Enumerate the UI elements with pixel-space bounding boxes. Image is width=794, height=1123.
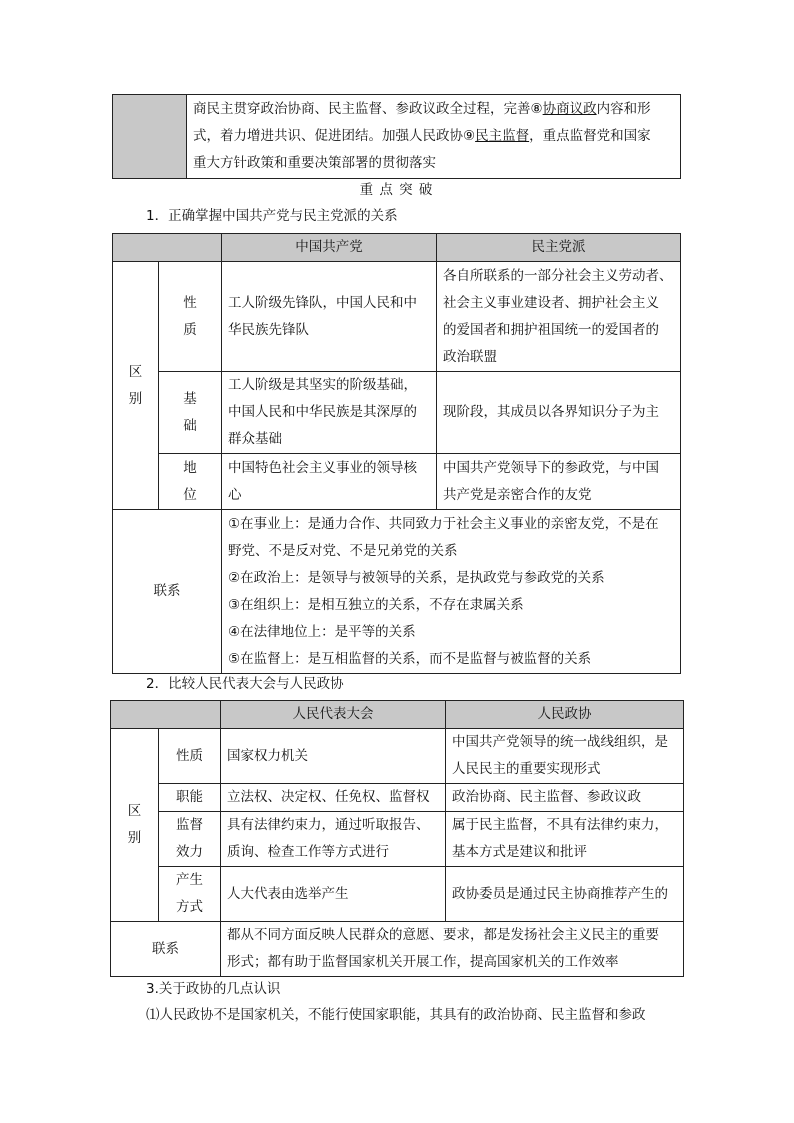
table2-header-cppcc: 人民政协 <box>446 701 684 729</box>
fill-answer-9: 民主监督 <box>475 128 530 144</box>
top-line2-a: 式，着力增进共识、促进团结。加强人民政协⑨ <box>193 128 476 144</box>
table2-row-supervision-label: 监督 效力 <box>159 812 221 867</box>
table2-row-formation-label: 产生 方式 <box>159 867 221 922</box>
table2-row-nature-label: 性质 <box>159 729 221 784</box>
table1-relation-label: 联系 <box>113 510 222 674</box>
table1-group-difference: 区 别 <box>113 262 159 510</box>
table1-row-basis-ccp: 工人阶级是其坚实的阶级基础， 中国人民和中华民族是其深厚的 群众基础 <box>222 372 437 454</box>
table2-row-nature-npc: 国家权力机关 <box>221 729 446 784</box>
top-line3: 重大方针政策和重要决策部署的贯彻落实 <box>193 155 436 171</box>
table1-header-ccp: 中国共产党 <box>222 234 437 262</box>
heading-3: 3.关于政协的几点认识 <box>146 981 281 997</box>
heading-1: 1．正确掌握中国共产党与民主党派的关系 <box>146 208 398 224</box>
top-continuation-table <box>112 94 681 179</box>
table1-corner <box>113 234 222 262</box>
top-line2-c: ，重点监督党和国家 <box>529 128 651 144</box>
table1-row-status-label: 地 位 <box>159 454 222 510</box>
table2-group-difference: 区 别 <box>111 729 159 922</box>
ccp-vs-democratic-parties-table <box>112 233 681 674</box>
table2-relation-label: 联系 <box>111 922 221 977</box>
top-gray-cell <box>113 95 187 179</box>
table1-row-basis-dp: 现阶段，其成员以各界知识分子为主 <box>437 372 681 454</box>
table2-row-formation-npc: 人大代表由选举产生 <box>221 867 446 922</box>
table2-row-function-label: 职能 <box>159 784 221 812</box>
table2-corner <box>111 701 221 729</box>
table2-row-function-npc: 立法权、决定权、任免权、监督权 <box>221 784 446 812</box>
table2-row-supervision-cppcc: 属于民主监督，不具有法律约束力， 基本方式是建议和批评 <box>446 812 684 867</box>
top-line1-a: 商民主贯穿政治协商、民主监督、参政议政全过程，完善⑧ <box>193 101 543 117</box>
table2-row-function-cppcc: 政治协商、民主监督、参政议政 <box>446 784 684 812</box>
fill-answer-8: 协商议政 <box>542 101 597 117</box>
heading-2: 2．比较人民代表大会与人民政协 <box>146 676 344 692</box>
table1-row-basis-label: 基 础 <box>159 372 222 454</box>
table1-relation-content: ①在事业上：是通力合作、共同致力于社会主义事业的亲密友党，不是在 野党、不是反对党、不是兄弟党的关系 ②在政治上：是领导与被领导的关系，是执政党与参政党的关系 ③在组织上：是相互独立的关系，不存在隶属关系 ④在法律地位上：是平等的关系 ⑤在监督上：是互相监督的关系，而不是监督与被监督的关系 <box>222 510 681 674</box>
table2-header-npc: 人民代表大会 <box>221 701 446 729</box>
table2-relation-content: 都从不同方面反映人民群众的意愿、要求，都是发扬社会主义民主的重要 形式；都有助于监督国家机关开展工作，提高国家机关的工作效率 <box>221 922 684 977</box>
paragraph-3: ⑴人民政协不是国家机关，不能行使国家职能，其具有的政治协商、民主监督和参政 <box>146 1007 646 1023</box>
table1-row-nature-ccp: 工人阶级先锋队，中国人民和中 华民族先锋队 <box>222 262 437 372</box>
top-line1-c: 内容和形 <box>596 101 651 117</box>
section-title: 重 点 突 破 <box>359 182 434 198</box>
top-text-cell <box>187 95 681 179</box>
table1-header-dp: 民主党派 <box>437 234 681 262</box>
table1-row-status-dp: 中国共产党领导下的参政党，与中国 共产党是亲密合作的友党 <box>437 454 681 510</box>
table2-row-formation-cppcc: 政协委员是通过民主协商推荐产生的 <box>446 867 684 922</box>
table1-row-nature-label: 性 质 <box>159 262 222 372</box>
table2-row-supervision-npc: 具有法律约束力，通过听取报告、 质询、检查工作等方式进行 <box>221 812 446 867</box>
table1-row-status-ccp: 中国特色社会主义事业的领导核 心 <box>222 454 437 510</box>
npc-vs-cppcc-table <box>110 700 684 977</box>
table1-row-nature-dp: 各自所联系的一部分社会主义劳动者、 社会主义事业建设者、拥护社会主义 的爱国者和拥护祖国统一的爱国者的 政治联盟 <box>437 262 681 372</box>
table2-row-nature-cppcc: 中国共产党领导的统一战线组织，是 人民民主的重要实现形式 <box>446 729 684 784</box>
